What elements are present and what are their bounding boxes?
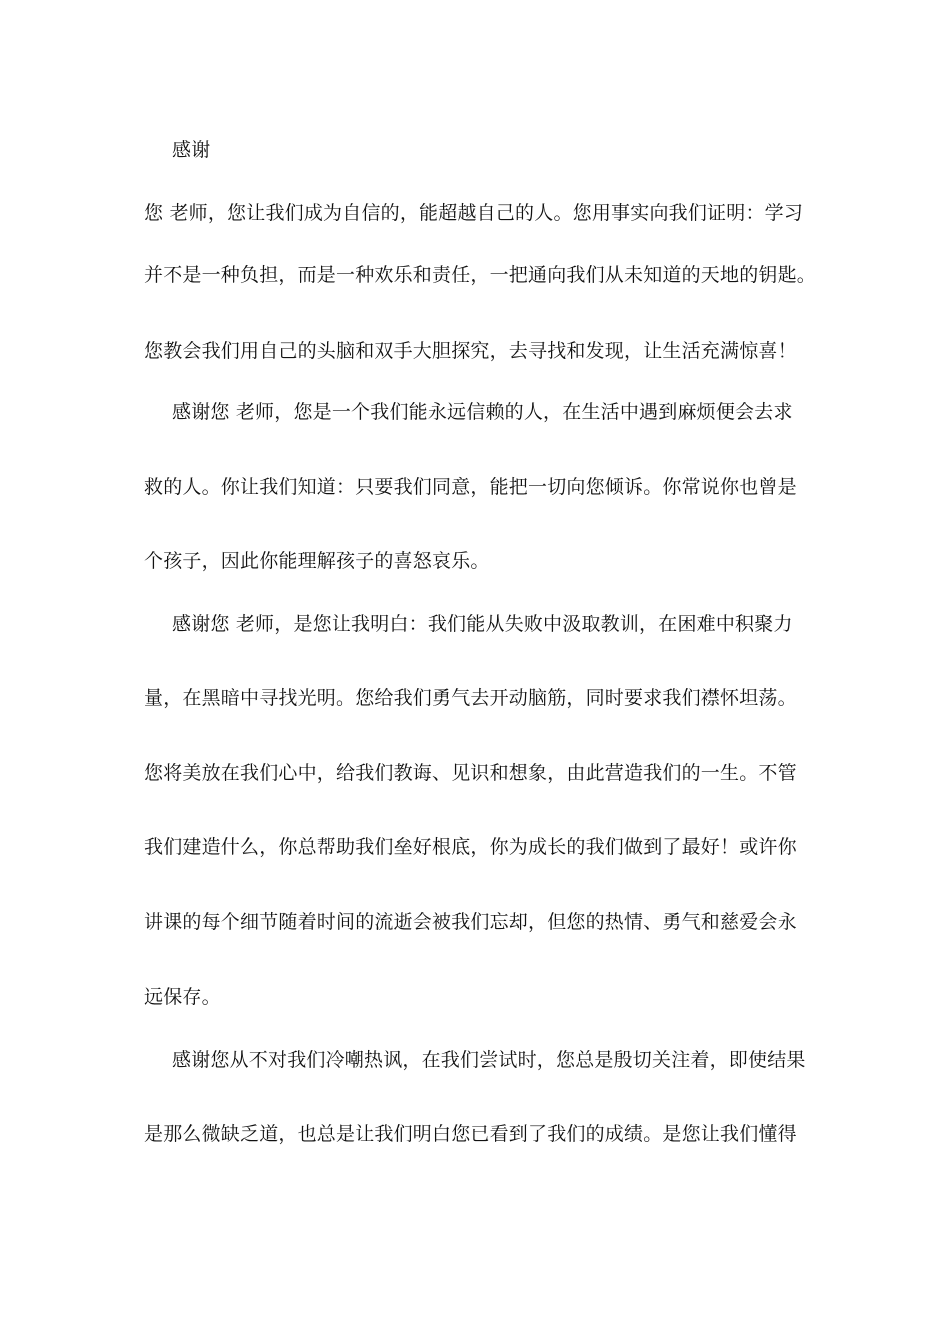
text-line: 是那么微缺乏道，也总是让我们明白您已看到了我们的成绩。是您让我们懂得 xyxy=(144,1123,797,1145)
text-line: 远保存。 xyxy=(144,986,221,1008)
paragraph-first-line: 感谢您 老师，是您让我明白：我们能从失败中汲取教训，在困难中积聚力 xyxy=(172,613,793,635)
text-line: 我们建造什么，你总帮助我们垒好根底，你为成长的我们做到了最好！或许你 xyxy=(144,836,797,858)
paragraph-first-line: 感谢您 老师，您是一个我们能永远信赖的人，在生活中遇到麻烦便会去求 xyxy=(172,401,793,423)
text-line: 您教会我们用自己的头脑和双手大胆探究，去寻找和发现，让生活充满惊喜！ xyxy=(144,340,797,362)
text-line: 并不是一种负担，而是一种欢乐和责任，一把通向我们从未知道的天地的钥匙。 xyxy=(144,264,817,286)
text-line: 救的人。你让我们知道：只要我们同意，能把一切向您倾诉。你常说你也曾是 xyxy=(144,476,797,498)
text-line: 讲课的每个细节随着时间的流逝会被我们忘却，但您的热情、勇气和慈爱会永 xyxy=(144,911,797,933)
paragraph-first-line: 感谢您从不对我们冷嘲热讽，在我们尝试时，您总是殷切关注着，即使结果 xyxy=(172,1049,806,1071)
paragraph-heading-line: 感谢 xyxy=(172,139,211,161)
text-line: 个孩子，因此你能理解孩子的喜怒哀乐。 xyxy=(144,550,490,572)
text-line: 您将美放在我们心中，给我们教诲、见识和想象，由此营造我们的一生。不管 xyxy=(144,762,797,784)
text-line: 您 老师，您让我们成为自信的，能超越自己的人。您用事实向我们证明：学习 xyxy=(144,202,804,224)
text-line: 量，在黑暗中寻找光明。您给我们勇气去开动脑筋，同时要求我们襟怀坦荡。 xyxy=(144,687,797,709)
